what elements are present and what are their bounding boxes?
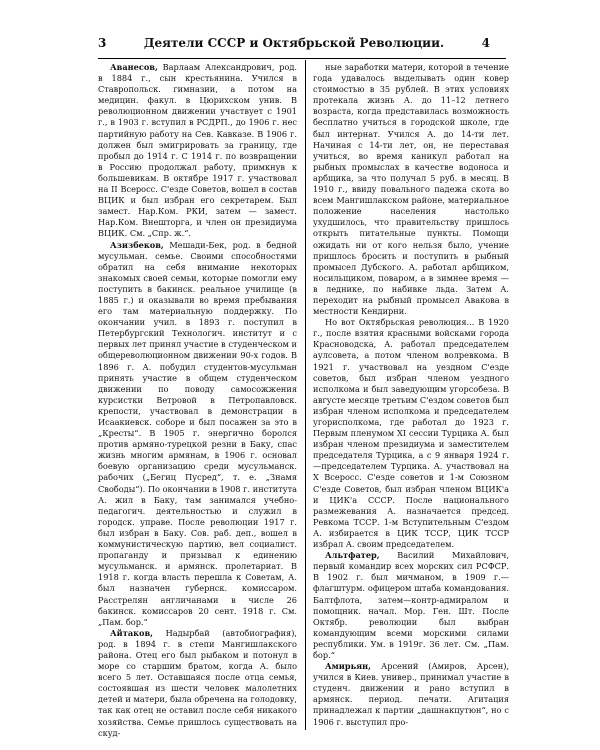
entry-name: Аванесов, [110,62,158,72]
header-title: Деятели СССР и Октябрьской Революции. [143,36,445,50]
entry-text: ные заработки матери, которой в течение года удавалось выделывать один ковер стоимостью в 35 рублей. В этих условиях протекала жизнь А. до 11–12 летнего возраста, когда представилась возможность бесплатно учиться в городской школе, где был интернат. Учился А. до 14-ти лет. Начиная с 14-ти лет, он, не переставая учиться, во время каникул работал на рыбных промыслах в качестве водоноса и арбщика, за что получал 5 руб. в месяц. В 1910 г., ввиду повального падежа скота во всем Мангишлакском районе, материальное положение населения настолько ухудшилось, что правительству пришлось открыть питательные пункты. Помощи ожидать ни от кого нельзя было, учение пришлось бросить и поступить в рыбный промысел Дубского. А. работал арбщиком, носильщиком, поваром, а в зимнее время — в леднике, по набивке льда. Затем А. переходит на рыбный промысел Авакова в местности Кендирни. [313,62,509,317]
entry-name: Айтаков, [110,627,154,638]
entry-aitakov-continued-2 [313,317,509,550]
page-header [98,32,490,54]
column-divider [305,60,306,730]
entry-name: Альтфатер, [325,550,380,561]
entry-text: Василий Михайлович, первый командир всех морских сил РСФСР. В 1902 г. был мичманом, в 1909 г.—флагштурм. офицером штаба командования. Балтфлота, затем—контр-адмиралом и помощник. начал. Мор. Ген. Шт. После Октябр. революции был выбран командующим всеми морскими силами республики. Ум. в 1919г. 36 лет. См. „Пам. бор.“ [313,550,509,660]
right-column [313,62,509,730]
entry-text: Арсений (Амиров, Арсен), учился в Киев. универ., принимал участие в студенч. движении и рано вступил в армянск. период. печати. Агитация принадлежал к партии „дашнакцутюн“, но с 1906 г. выступил про- [313,661,509,727]
entry-avanesov [98,62,297,240]
entry-azizbekov [98,240,297,628]
entry-text: Мешади-Бек, род. в бедной мусульман. семье. Своими способностями обратил на себя внимание некоторых знакомых своей семьи, которые помогли ему поступить в бакинск. реальное училище (в 1885 г.) и оказывали во время пребывания его там материальную поддержку. По окончании учил. в 1893 г. поступил в Петербургский Технологич. институт и с первых лет принял участие в студенческом и общереволюционном движении 90-х годов. В 1896 г. А. побудил студентов-мусульман принять участие в общем студенческом движении по поводу самосожжения курсистки Ветровой в Петропавловск. крепости, участвовал в демонстрации в Исаакиевск. соборе и был посажен за это в „Кресты“. В 1905 г. энергично боролся против армяно-турецкой резни в Баку, спас жизнь многим армянам, в 1906 г. основал боевую организацию среди мусульманск. рабочих („Бегиц Пусред“, т. е. „Знамя Свободы“). По окончании в 1908 г. института А. жил в Баку, там занимался учебно-педагогич. деятельностью и служил в городск. управе. После революции 1917 г. был избран в Баку. Сов. раб. деп., вошел в коммунистическую партию, вел социалист. пропаганду и призывал к единению мусульманск. и армянск. пролетариат. В 1918 г. когда власть перешла к Советам, А. был назначен губернск. комиссаром. Расстрелян англичанами в числе 26 бакинск. комиссаров 20 сент. 1918 г. См. „Пам. бор.“ [98,239,297,627]
header-rule [98,58,506,59]
entry-text: Варлаам Александрович, род. в 1884 г., сын крестьянина. Учился в Ставропольск. гимназии, а потом на медицин. факул. в Цюрихском унив. В революционном движении участвует с 1901 г., в 1903 г. вступил в РСДРП., до 1906 г. нес партийную работу на Сев. Кавказе. В 1906 г. должен был эмигрировать за границу, где пробыл до 1914 г. С 1914 г. по возвращении в Россию продолжал работу, примкнув к большевикам. В октябре 1917 г. участвовал на II Всеросс. С'езде Советов, вошел в состав ВЦИК и был избран его секретарем. Был замест. Нар.Ком. РКИ, затем — замест. Нар.Ком. Внешторга, и член он президиума ВЦИК. См. „Спр. ж.“. [98,62,297,239]
left-column [98,62,297,738]
entry-name: Амирьян, [325,661,372,672]
entry-text: Но вот Октябрьская революция... В 1920 г., после взятия красными войсками города Красноводска, А. работал председателем аулсовета, а потом членом волревкома. В 1921 г. участвовал на уездном С'езде советов, был избран членом уездного исполкома и был заведующим угорсобеза. В августе месяце третьим С'ездом советов был избран членом исполкома и председателем угорисполкома, где работал до 1923 г. Первым пленумом XI сессии Турцика А. был избран членом президиума и заместителем председателя Турцика, а с 9 января 1924 г.—председателем Турцика. А. участвовал на X Всеросс. С'езде советов и 1-м Союзном С'езде Советов, был избран членом ВЦИК'а и ЦИК'а СССР. После национального размежевания А. назначается председ. Ревкома ТССР. 1-м Вступительным С'ездом А. избирается в ЦИК ТССР, ЦИК ТССР избрал А. своим председателем. [313,317,509,550]
entry-aitakov [98,628,297,739]
entry-altfater [313,550,509,661]
page-number-right: 4 [481,36,490,50]
entry-name: Азизбеков, [110,239,164,250]
entry-amiryan [313,661,509,728]
page-number-left: 3 [98,36,107,50]
entry-aitakov-continued [313,62,509,317]
entry-text: Надырбай (автобиография), род. в 1894 г. в степи Мангишлакского района. Отец его был рыбаком и потонул в море со старшим братом, когда А. было всего 5 лет. Оставшаяся после отца семья, состоявшая из шести человек малолетних детей и матери, была обречена на голодовку, так как отец не оставил после себя никакого хозяйства. Семье пришлось существовать на скуд- [98,627,297,738]
